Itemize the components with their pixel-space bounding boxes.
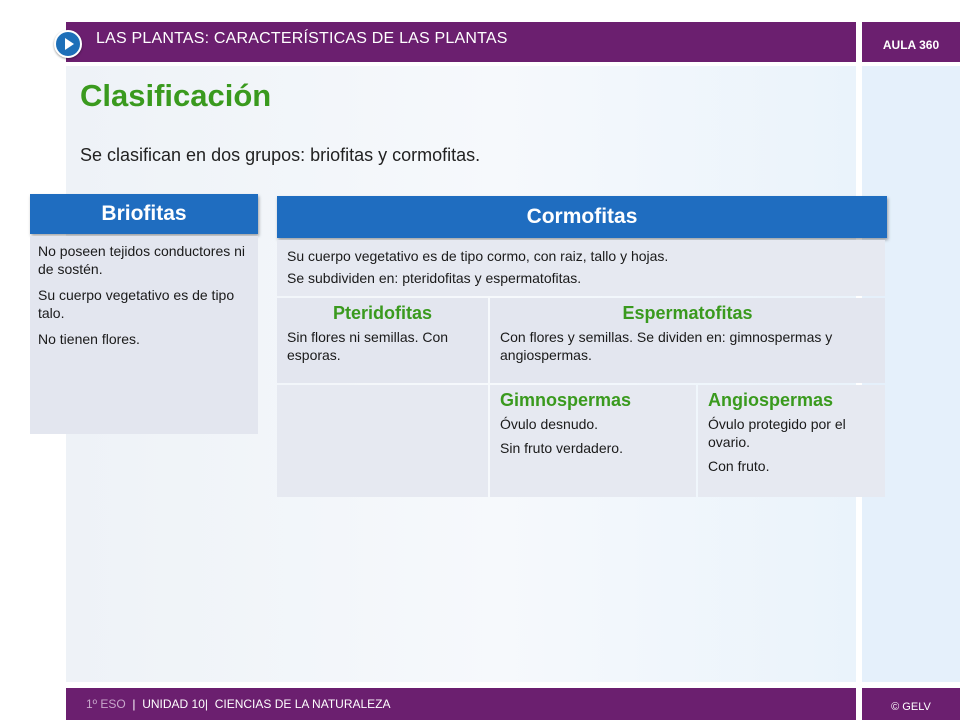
briofitas-body: [30, 236, 258, 434]
page-title: Clasificación: [80, 78, 272, 113]
gimnospermas-line: Óvulo desnudo.: [500, 416, 599, 432]
cormofitas-line: Se subdividen en: pteridofitas y espermatofitas.: [287, 270, 582, 286]
espermatofitas-text: Con flores y semillas. Se dividen en: gimnospermas y angiospermas.: [500, 329, 833, 363]
footer-subject: CIENCIAS DE LA NATURALEZA: [214, 697, 391, 711]
footer-unit: UNIDAD 10|: [142, 697, 209, 711]
espermatofitas-title: Espermatofitas: [622, 303, 753, 323]
gimnospermas-line: Sin fruto verdadero.: [500, 440, 623, 456]
angiospermas-line: Óvulo protegido por el ovario.: [708, 416, 846, 450]
footer-text: [86, 697, 391, 711]
briofitas-item: No poseen tejidos conductores ni de sostén.: [38, 243, 246, 277]
espermatofitas-cell: [490, 298, 885, 383]
gimnospermas-title: Gimnospermas: [500, 390, 632, 410]
pteridofitas-text: Sin flores ni semillas. Con esporas.: [287, 329, 449, 363]
footer-separator: |: [132, 697, 136, 711]
cormofitas-line: Su cuerpo vegetativo es de tipo cormo, con raiz, tallo y hojas.: [287, 248, 669, 264]
footer-course: 1º ESO: [86, 697, 126, 711]
footer-bar: [66, 688, 856, 720]
cormofitas-heading: Cormofitas: [277, 196, 887, 238]
gimnospermas-cell: [490, 385, 696, 497]
cormofitas-description: [277, 240, 885, 296]
intro-text: Se clasifican en dos grupos: briofitas y cormofitas.: [80, 145, 481, 165]
aula-tag: AULA 360: [862, 22, 960, 62]
copyright: © GELV: [862, 688, 960, 720]
briofitas-item: No tienen flores.: [38, 331, 140, 347]
angiospermas-title: Angiospermas: [708, 390, 834, 410]
pteridofitas-cell: [277, 298, 488, 383]
pteridofitas-title: Pteridofitas: [332, 303, 433, 323]
empty-cell: [277, 385, 488, 497]
angiospermas-cell: [698, 385, 885, 497]
play-icon[interactable]: [54, 30, 82, 58]
angiospermas-line: Con fruto.: [708, 458, 770, 474]
briofitas-heading: Briofitas: [30, 194, 258, 234]
header-title: LAS PLANTAS: CARACTERÍSTICAS DE LAS PLANTAS: [96, 30, 508, 47]
briofitas-item: Su cuerpo vegetativo es de tipo talo.: [38, 287, 235, 321]
